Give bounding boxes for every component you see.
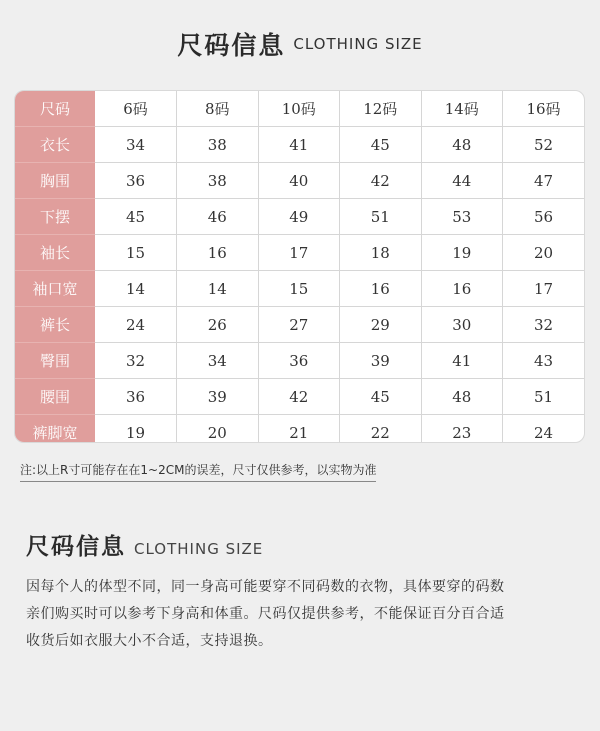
table-cell: 56 [503,199,585,235]
table-cell: 18 [340,235,422,271]
size-description [26,574,586,655]
table-cell: 17 [503,271,585,307]
table-cell: 15 [95,235,177,271]
table-cell: 20 [177,415,259,444]
table-cell: 14 [95,271,177,307]
table-cell: 32 [503,307,585,343]
table-cell: 36 [95,379,177,415]
section-title-zh: 尺码信息 [26,534,126,560]
size-column-header: 12码 [340,91,422,127]
row-label: 袖口宽 [15,271,95,307]
table-cell: 47 [503,163,585,199]
table-cell: 26 [177,307,259,343]
description-line: 收货后如衣服大小不合适，支持退换。 [26,633,273,649]
row-label: 衣长 [15,127,95,163]
table-cell: 43 [503,343,585,379]
row-label: 裤脚宽 [15,415,95,444]
table-cell: 23 [421,415,503,444]
table-cell: 39 [340,343,422,379]
table-cell: 20 [503,235,585,271]
size-column-header: 14码 [421,91,503,127]
table-cell: 24 [533,423,554,442]
description-line: 亲们购买时可以参考下身高和体重。尺码仅提供参考，不能保证百分百合适 [26,606,505,622]
table-cell: 39 [177,379,259,415]
page-title [0,26,600,62]
table-cell: 21 [258,415,340,444]
table-cell: 32 [95,343,177,379]
size-note: 注:以上R寸可能存在在1~2CM的误差，尺寸仅供参考，以实物为准 [20,461,376,482]
table-cell: 40 [258,163,340,199]
table-row [15,415,584,444]
table-cell: 42 [340,163,422,199]
table-cell: 14 [177,271,259,307]
table-cell: 17 [258,235,340,271]
table-row [15,271,584,307]
table-cell: 16 [177,235,259,271]
section-title [26,528,263,561]
table-cell: 36 [258,343,340,379]
table-cell: 44 [421,163,503,199]
size-column-header: 16码 [503,91,585,127]
table-row [15,235,584,271]
table-row [15,199,584,235]
table-cell: 38 [177,163,259,199]
table-cell: 34 [95,127,177,163]
size-column-header: 6码 [95,91,177,127]
table-cell: 30 [421,307,503,343]
table-cell: 36 [95,163,177,199]
table-cell: 51 [503,379,585,415]
table-row [15,163,584,199]
table-row [15,379,584,415]
table-cell: 45 [340,127,422,163]
row-label: 尺码 [15,91,95,127]
table-cell: 19 [95,415,177,444]
table-cell: 42 [258,379,340,415]
table-cell: 41 [421,343,503,379]
table-cell: 46 [177,199,259,235]
table-cell: 38 [177,127,259,163]
table-cell: 19 [421,235,503,271]
row-label: 裤长 [15,307,95,343]
description-line: 因每个人的体型不同，同一身高可能要穿不同码数的衣物，具体要穿的码数 [26,579,505,595]
table-cell: 34 [177,343,259,379]
table-cell: 16 [340,271,422,307]
table-cell: 24 [95,307,177,343]
table-cell: 15 [258,271,340,307]
table-cell: 45 [95,199,177,235]
table-cell: 49 [258,199,340,235]
row-label: 袖长 [15,235,95,271]
table-cell: 16 [421,271,503,307]
table-cell: 48 [421,127,503,163]
section-title-en: CLOTHING SIZE [134,540,264,558]
table-cell: 22 [340,415,422,444]
title-zh: 尺码信息 [177,31,286,60]
size-table [14,90,585,443]
row-label: 胸围 [15,163,95,199]
title-en: CLOTHING SIZE [293,35,423,53]
table-cell: 41 [258,127,340,163]
table-row [15,307,584,343]
table-row [15,127,584,163]
table-cell: 51 [340,199,422,235]
table-cell: 48 [421,379,503,415]
table-cell: 29 [340,307,422,343]
row-label: 下摆 [15,199,95,235]
table-cell: 52 [503,127,585,163]
table-cell: 53 [421,199,503,235]
table-header-row [15,91,584,127]
row-label: 臀围 [15,343,95,379]
table-cell: 45 [340,379,422,415]
size-column-header: 8码 [177,91,259,127]
size-column-header: 10码 [258,91,340,127]
row-label: 腰围 [15,379,95,415]
table-cell: 27 [258,307,340,343]
table-row [15,343,584,379]
